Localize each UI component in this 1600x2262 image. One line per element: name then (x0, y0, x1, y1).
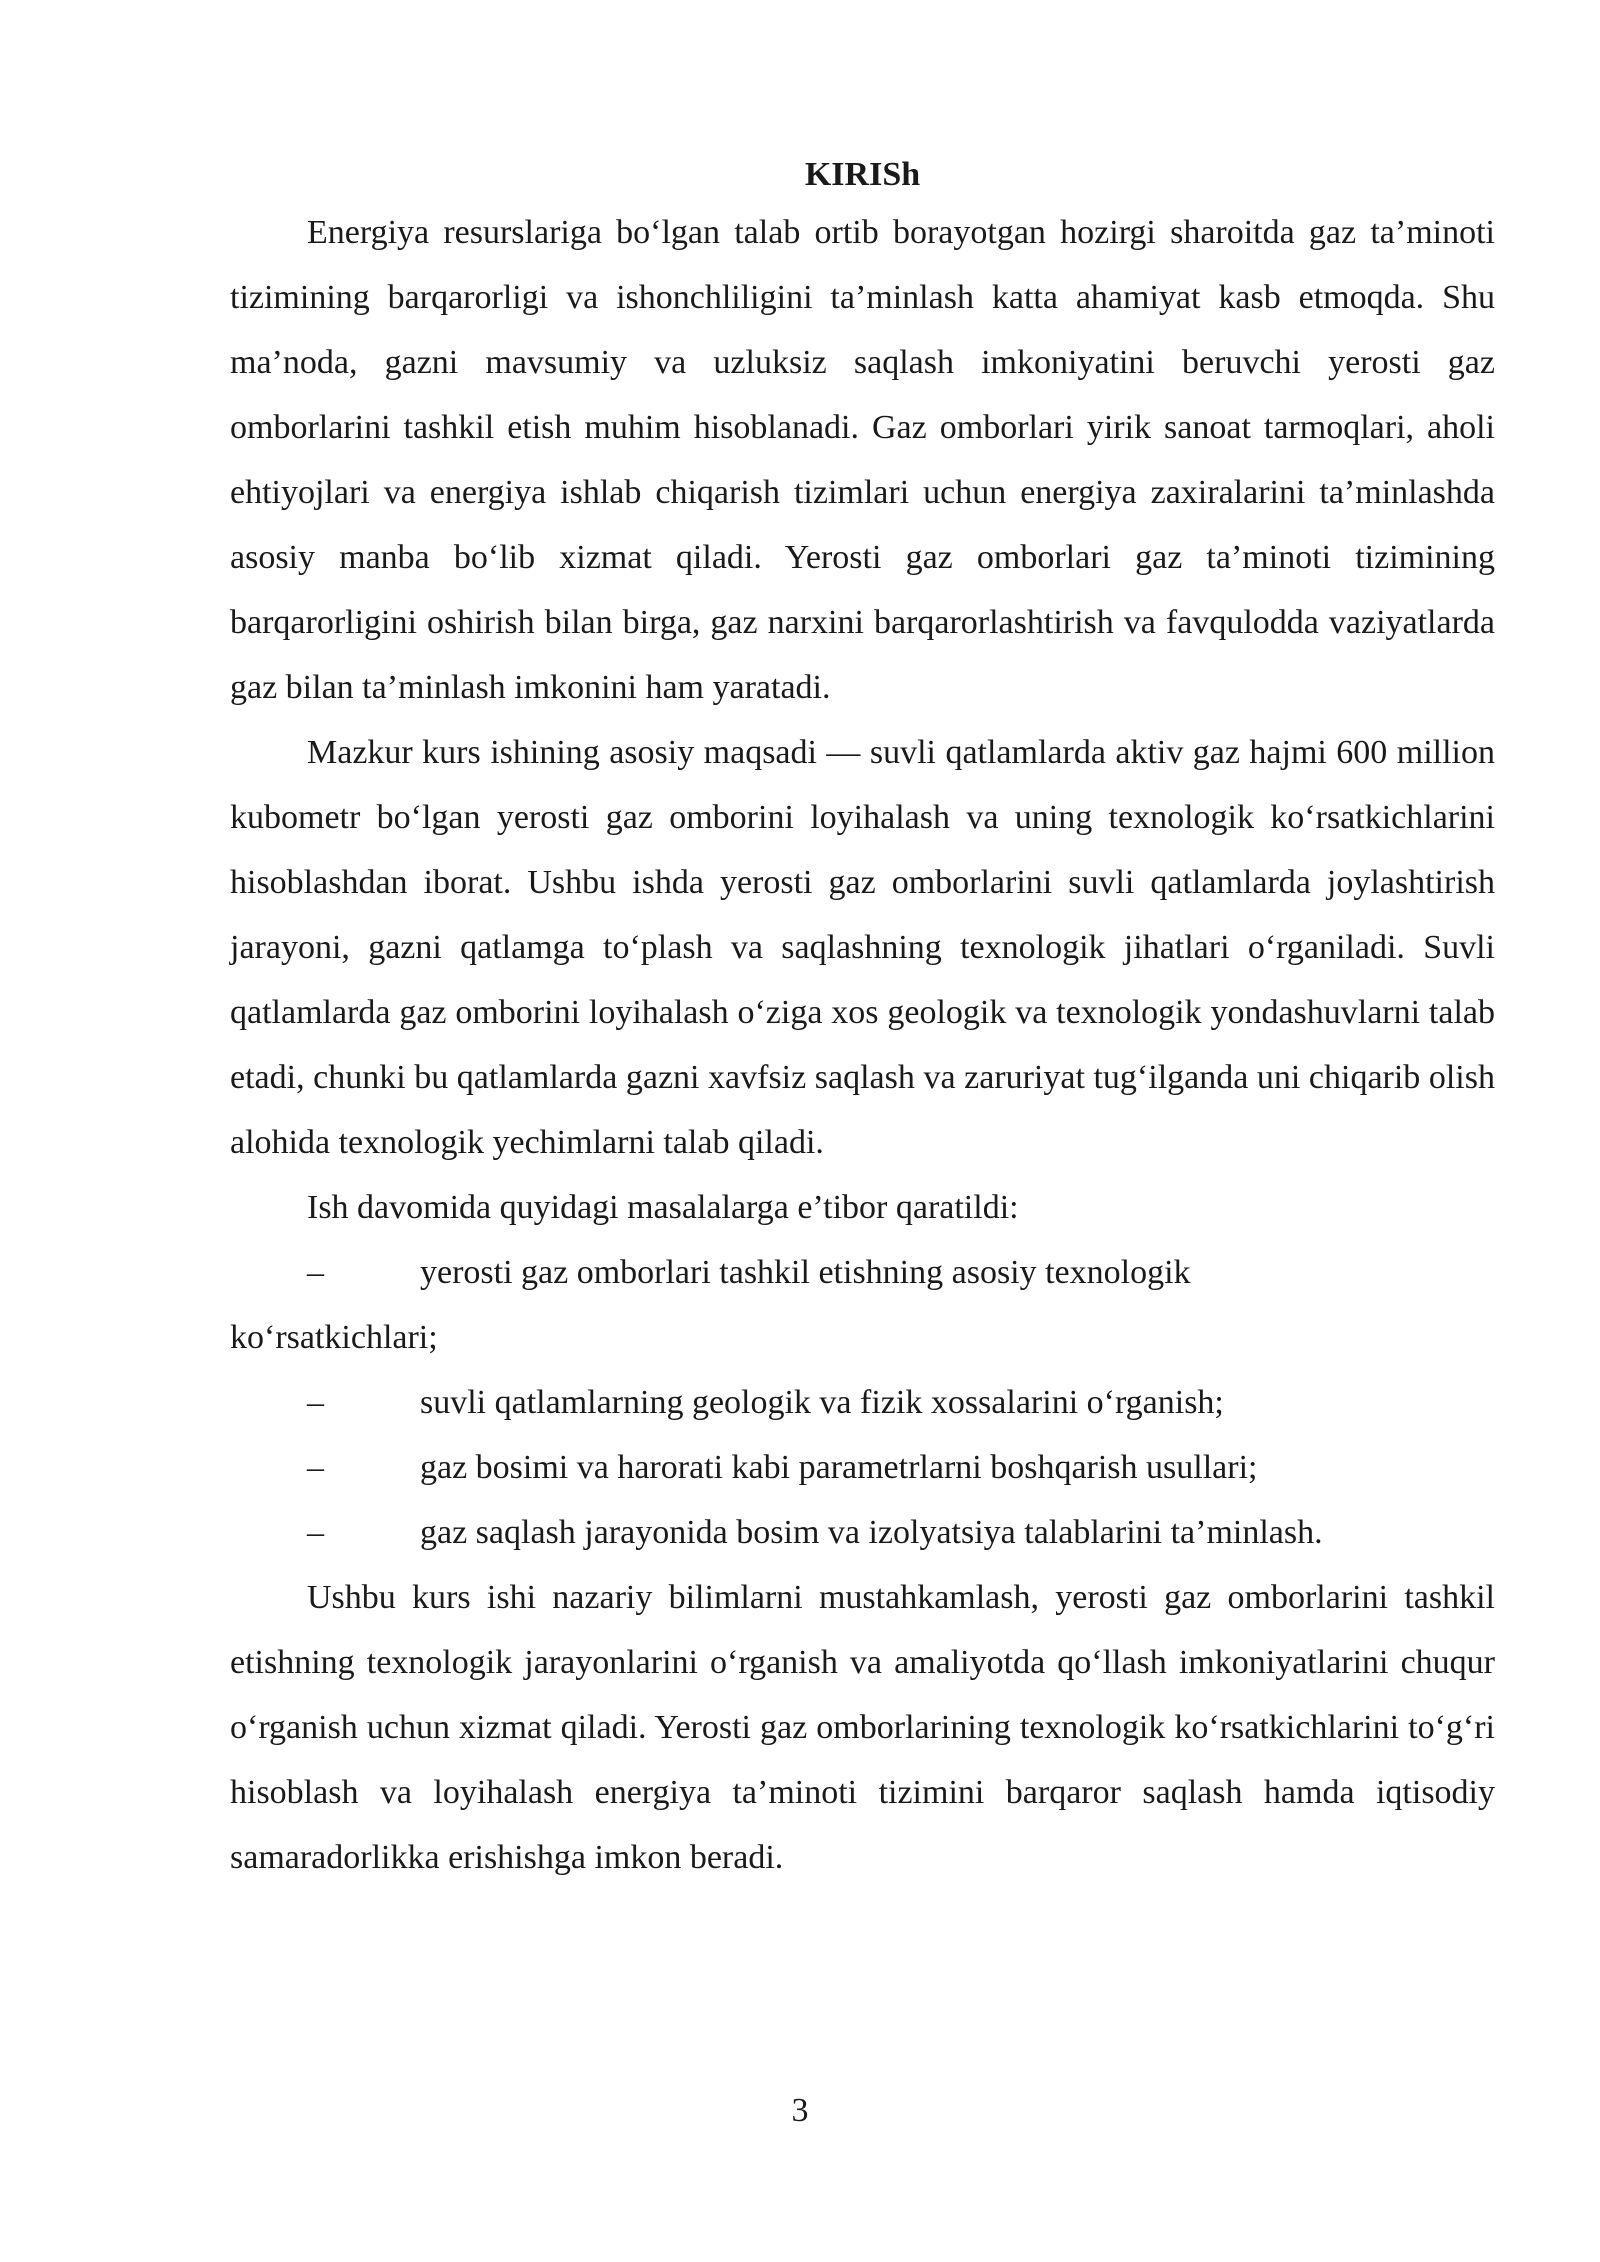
paragraph-tasks-intro: Ish davomida quyidagi masalalarga e’tibor qaratildi: (307, 1189, 1019, 1226)
list-dash: – (307, 1254, 324, 1291)
list-item-text: suvli qatlamlarning geologik va fizik xossalarini o‘rganish; (420, 1384, 1224, 1421)
list-dash: – (307, 1449, 324, 1486)
list-dash: – (307, 1384, 324, 1421)
paragraph-conclusion: Ushbu kurs ishi nazariy bilimlarni mustahkamlash, yerosti gaz omborlarini tashkil etishning texnologik jarayonlarini o‘rganish va amaliyotda qo‘llash imkoniyatlarini chuqur o‘rganish uchun xizmat qiladi. Yerosti gaz omborlarining texnologik ko‘rsatkichlarini to‘g‘ri hisoblash va loyihalash energiya ta’minoti tizimini barqaror saqlash hamda iqtisodiy samaradorlikka erishishga imkon beradi. (230, 1579, 1495, 1876)
list-item (230, 1435, 1495, 1500)
paragraph-intro: Energiya resurslariga bo‘lgan talab ortib borayotgan hozirgi sharoitda gaz ta’minoti tizimining barqarorligi va ishonchliligini ta’minlash katta ahamiyat kasb etmoqda. Shu ma’noda, gazni mavsumiy va uzluksiz saqlash imkoniyatini beruvchi yerosti gaz omborlarini tashkil etish muhim hisoblanadi. Gaz omborlari yirik sanoat tarmoqlari, aholi ehtiyojlari va energiya ishlab chiqarish tizimlari uchun energiya zaxiralarini ta’minlashda asosiy manba bo‘lib xizmat qiladi. Yerosti gaz omborlari gaz ta’minoti tizimining barqarorligini oshirish bilan birga, gaz narxini barqarorlashtirish va favqulodda vaziyatlarda gaz bilan ta’minlash imkonini ham yaratadi. (230, 214, 1495, 706)
page-number: 3 (791, 2092, 809, 2129)
list-item-text: gaz bosimi va harorati kabi parametrlarni boshqarish usullari; (420, 1449, 1258, 1486)
section-heading: KIRISh (804, 156, 921, 193)
list-item-continuation (230, 1305, 1495, 1370)
list-item-continuation-text: ko‘rsatkichlari; (230, 1319, 438, 1356)
list-item-text: gaz saqlash jarayonida bosim va izolyatsiya talablarini ta’minlash. (420, 1514, 1323, 1551)
list-item (230, 1240, 1495, 1305)
task-list (230, 1240, 1495, 1565)
list-item (230, 1370, 1495, 1435)
list-item (230, 1500, 1495, 1565)
list-item-text: yerosti gaz omborlari tashkil etishning asosiy texnologik (420, 1254, 1191, 1291)
document-page (230, 150, 1495, 1890)
paragraph-goal: Mazkur kurs ishining asosiy maqsadi — suvli qatlamlarda aktiv gaz hajmi 600 million kubometr bo‘lgan yerosti gaz omborini loyihalash va uning texnologik ko‘rsatkichlarini hisoblashdan iborat. Ushbu ishda yerosti gaz omborlarini suvli qatlamlarda joylashtirish jarayoni, gazni qatlamga to‘plash va saqlashning texnologik jihatlari o‘rganiladi. Suvli qatlamlarda gaz omborini loyihalash o‘ziga xos geologik va texnologik yondashuvlarni talab etadi, chunki bu qatlamlarda gazni xavfsiz saqlash va zaruriyat tug‘ilganda uni chiqarib olish alohida texnologik yechimlarni talab qiladi. (230, 734, 1495, 1161)
list-dash: – (307, 1514, 324, 1551)
